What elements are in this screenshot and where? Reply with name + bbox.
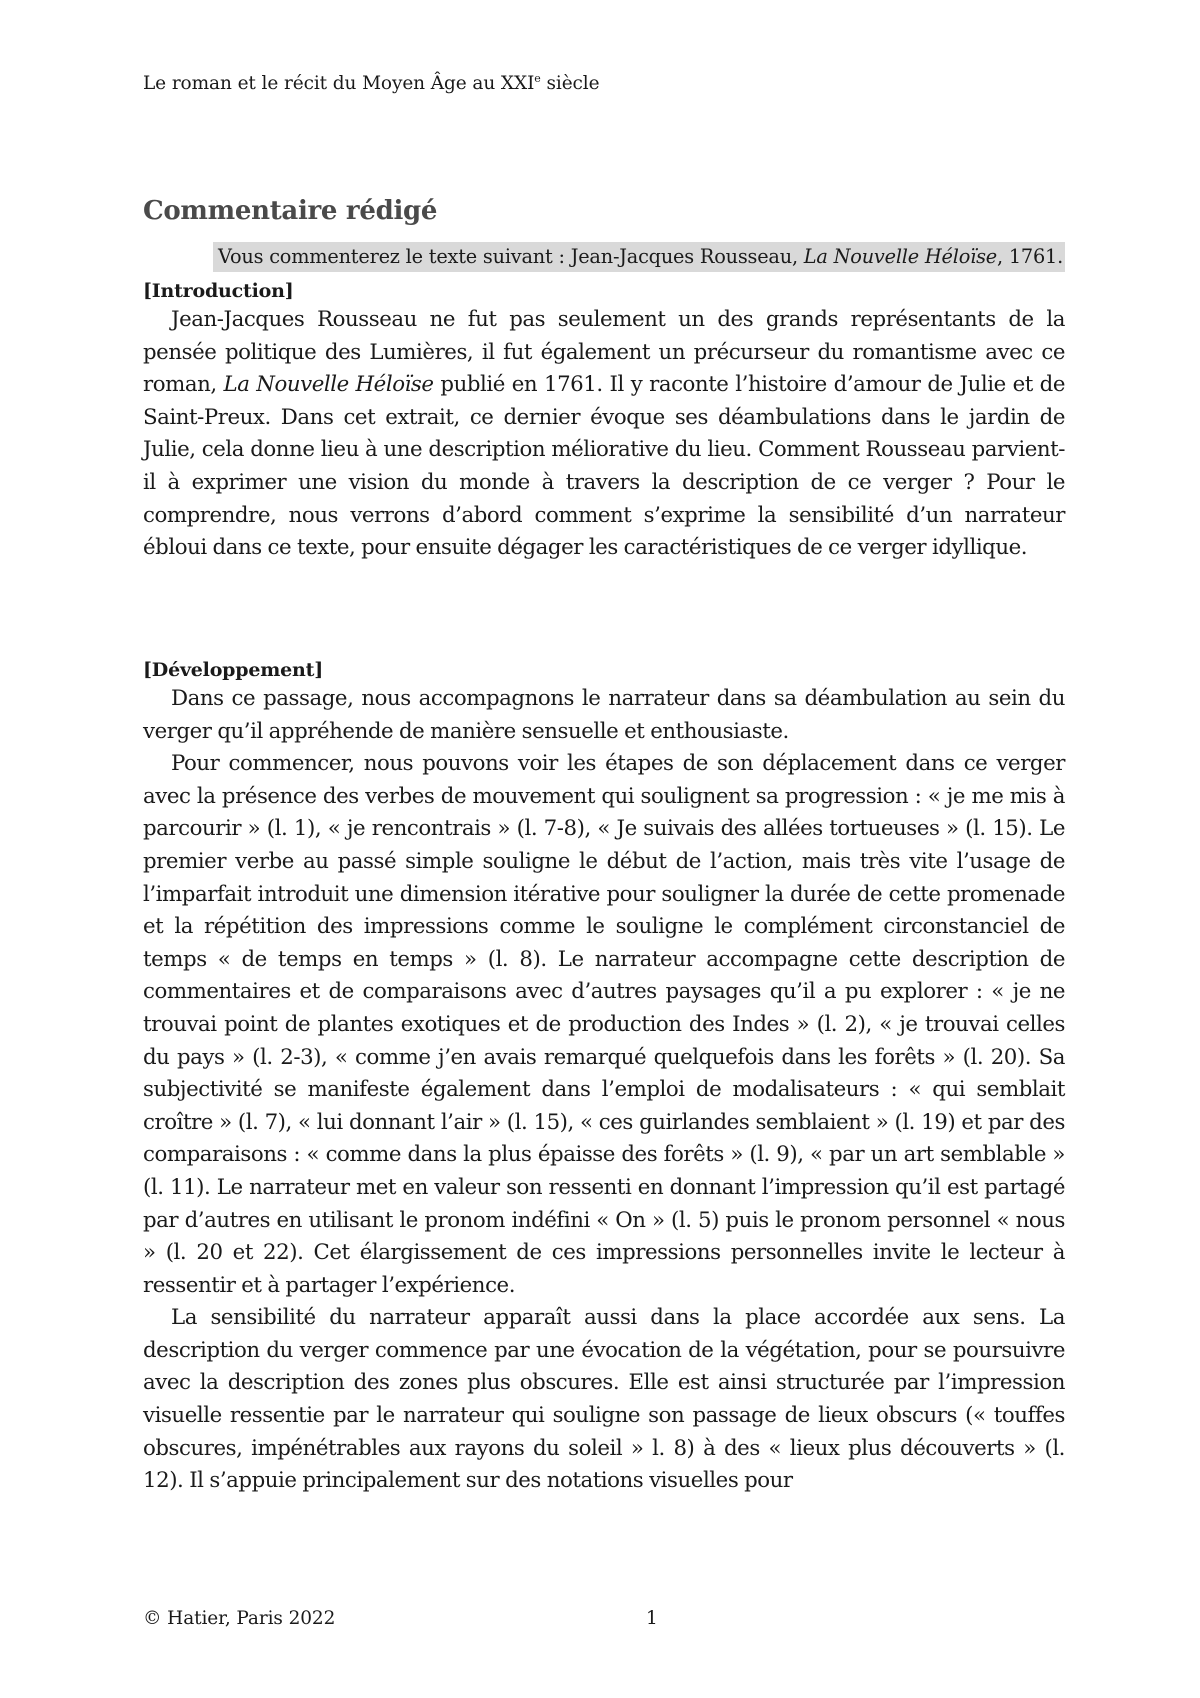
- footer-copyright: © Hatier, Paris 2022: [143, 1608, 336, 1629]
- prompt-work-title: La Nouvelle Héloïse: [803, 245, 997, 268]
- running-title-tail: siècle: [540, 73, 600, 94]
- introduction-heading: [Introduction]: [143, 280, 294, 302]
- running-title: Le roman et le récit du Moyen Âge au XXI: [143, 73, 535, 94]
- page-number: 1: [646, 1608, 658, 1629]
- page-title: Commentaire rédigé: [143, 196, 438, 226]
- work-title: La Nouvelle Héloïse: [223, 372, 434, 398]
- development-body: [143, 683, 1065, 1498]
- development-paragraph-2: Pour commencer, nous pouvons voir les étapes de son déplacement dans ce verger avec la présence des verbes de mouvement qui soulignent sa progression : « je me mis à parcourir » (l. 1), « je rencontrais » (l. 7-8), « Je suivais des allées tortueuses » (l. 15). Le premier verbe au passé simple souligne le début de l’action, mais très vite l’usage de l’imparfait introduit une dimension itérative pour souligner la durée de cette promenade et la répétition des impressions comme le souligne le complément circonstanciel de temps « de temps en temps » (l. 8). Le narrateur accompagne cette description de commentaires et de comparaisons avec d’autres paysages qu’il a pu explorer : « je ne trouvai point de plantes exotiques et de production des Indes » (l. 2), « je trouvai celles du pays » (l. 2-3), « comme j’en avais remarqué quelquefois dans les forêts » (l. 20). Sa subjectivité se manifeste également dans l’emploi de modalisateurs : « qui semblait croître » (l. 7), « lui donnant l’air » (l. 15), « ces guirlandes semblaient » (l. 19) et par des comparaisons : « comme dans la plus épaisse des forêts » (l. 9), « par un art semblable » (l. 11). Le narrateur met en valeur son ressenti en donnant l’impression qu’il est partagé par d’autres en utilisant le pronom indéfini « On » (l. 5) puis le pronom personnel « nous » (l. 20 et 22). Cet élargissement de ces impressions personnelles invite le lecteur à ressentir et à partager l’expérience.: [143, 751, 1065, 1298]
- running-header: [143, 72, 599, 94]
- assignment-prompt: [213, 242, 1065, 272]
- running-title-superscript: e: [534, 72, 541, 85]
- development-heading: [Développement]: [143, 659, 324, 681]
- prompt-date: , 1761.: [996, 245, 1064, 268]
- development-paragraph-3: La sensibilité du narrateur apparaît aussi dans la place accordée aux sens. La description du verger commence par une évocation de la végétation, pour se poursuivre avec la description des zones plus obscures. Elle est ainsi structurée par l’impression visuelle ressentie par le narrateur qui souligne son passage de lieux obscurs (« touffes obscures, impénétrables aux rayons du soleil » l. 8) à des « lieux plus découverts » (l. 12). Il s’appuie principalement sur des notations visuelles pour: [143, 1305, 1065, 1494]
- introduction-body: [143, 304, 1065, 565]
- development-paragraph-1: Dans ce passage, nous accompagnons le narrateur dans sa déambulation au sein du verger qu’il appréhende de manière sensuelle et enthousiaste.: [143, 686, 1065, 744]
- introduction-paragraph: Jean-Jacques Rousseau ne fut pas seulement un des grands représentants de la pensée politique des Lumières, il fut également un précurseur du romantisme avec ce roman, La Nouvelle Héloïse publié en 1761. Il y raconte l’histoire d’amour de Julie et de Saint-Preux. Dans cet extrait, ce dernier évoque ses déambulations dans le jardin de Julie, cela donne lieu à une description méliorative du lieu. Comment Rousseau parvient-il à exprimer une vision du monde à travers la description de ce verger ? Pour le comprendre, nous verrons d’abord comment s’exprime la sensibilité d’un narrateur ébloui dans ce texte, pour ensuite dégager les caractéristiques de ce verger idyllique.: [143, 307, 1065, 561]
- prompt-text: Vous commenterez le texte suivant : Jean-Jacques Rousseau,: [218, 245, 804, 268]
